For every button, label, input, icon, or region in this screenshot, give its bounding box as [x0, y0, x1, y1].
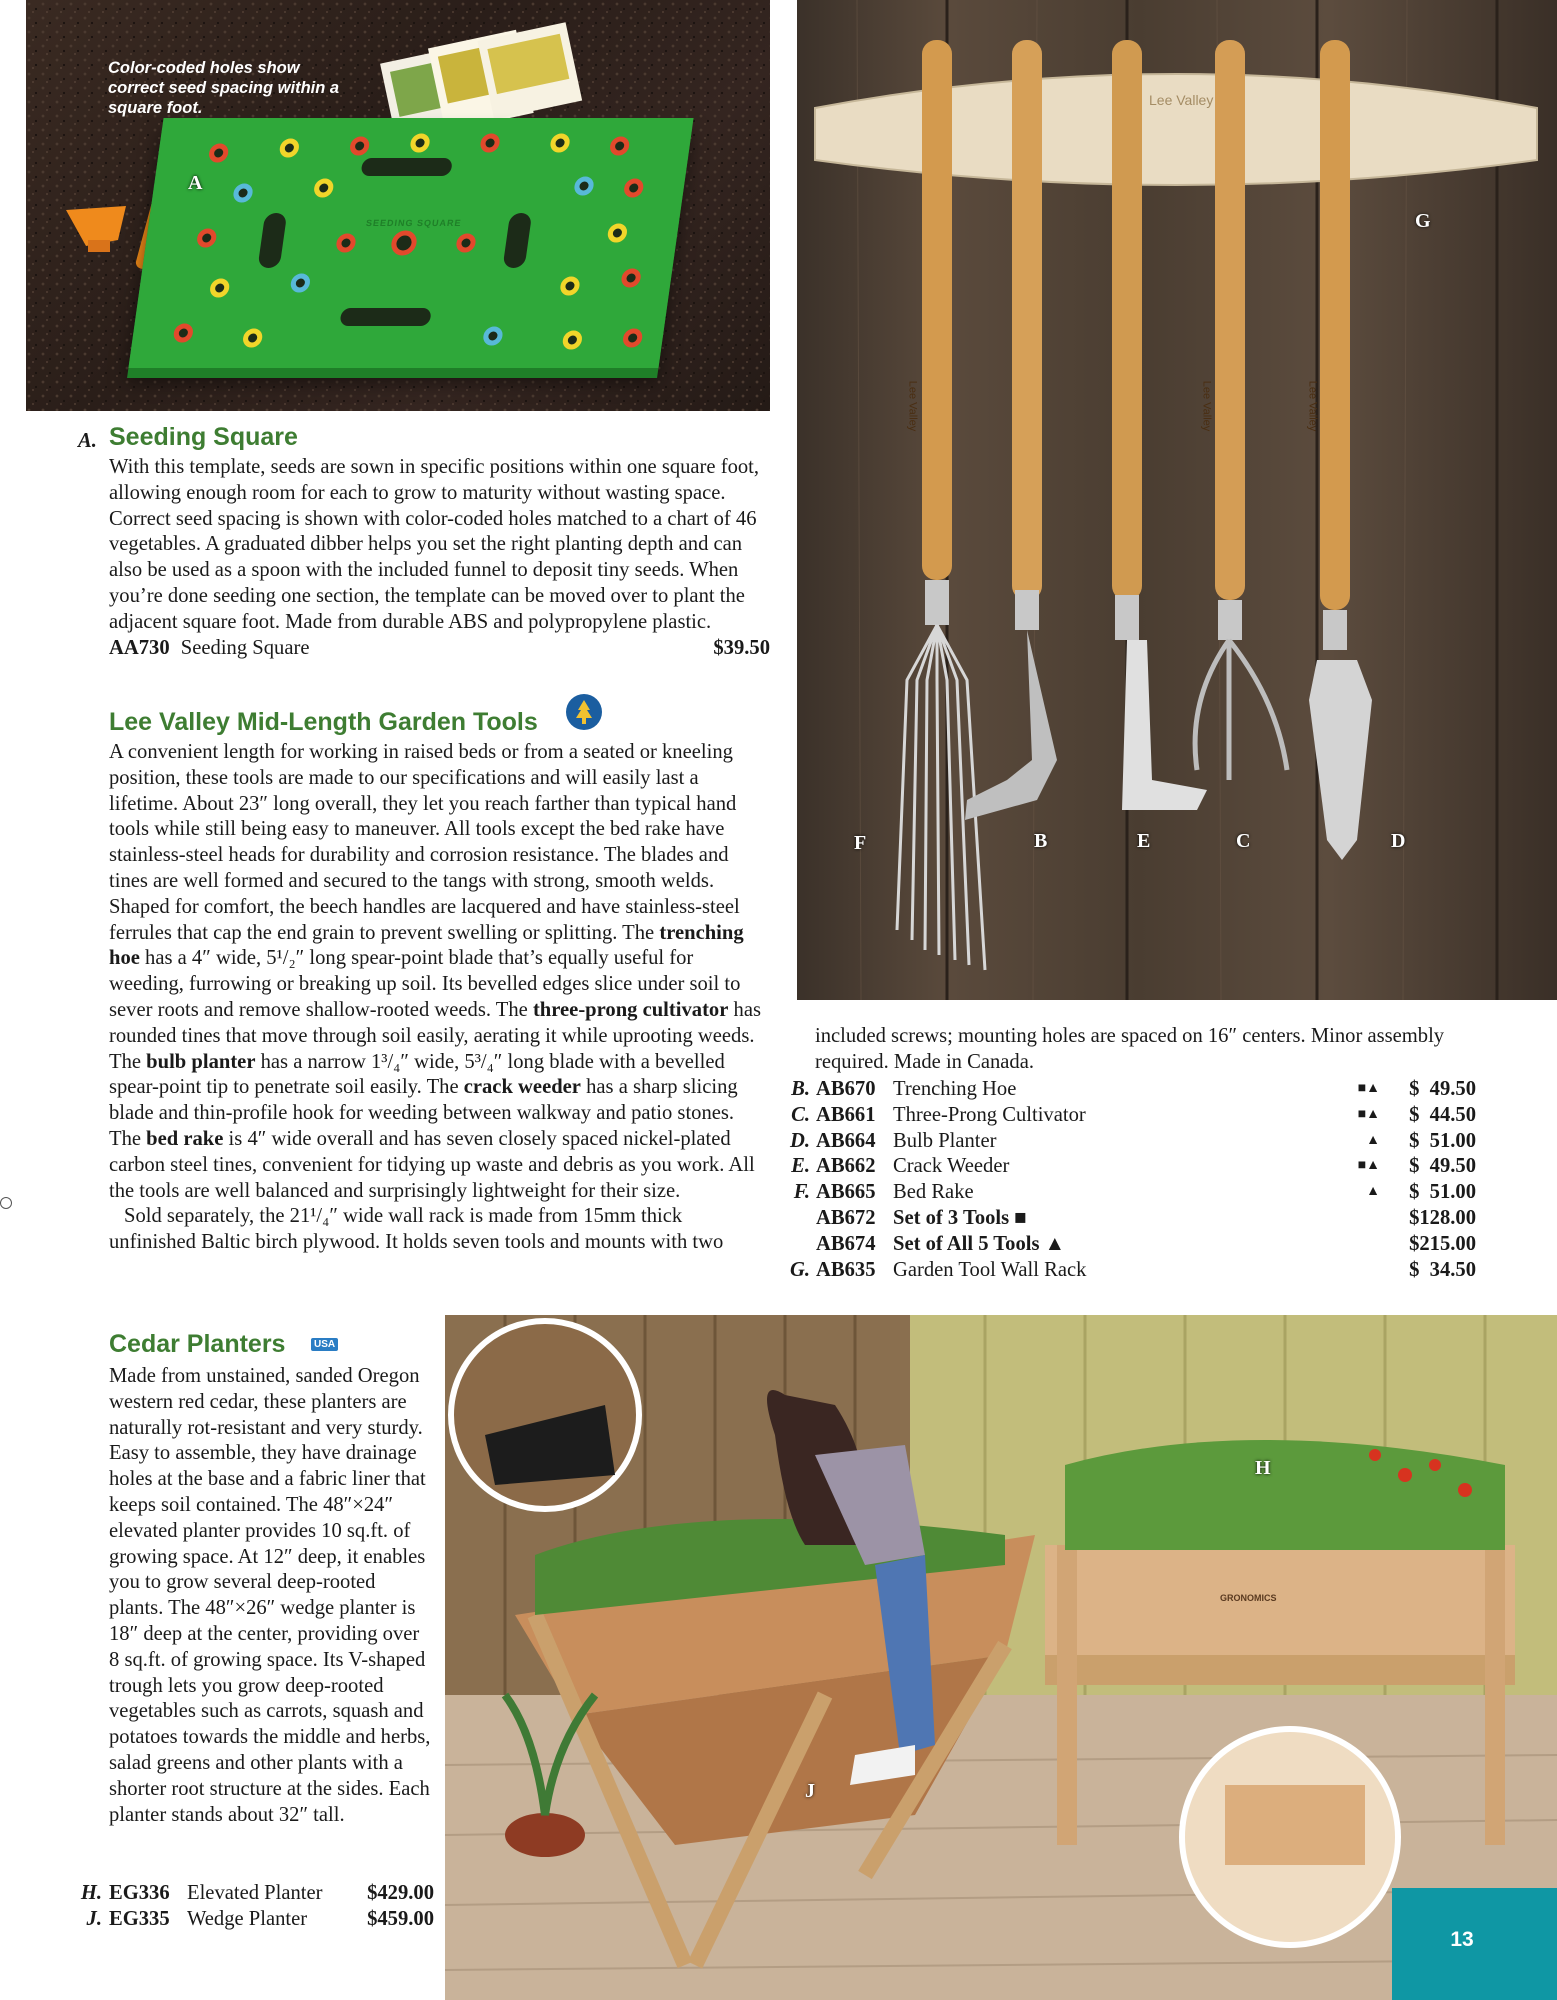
seeding-photo-caption: Color-coded holes show correct seed spacing within a square foot. — [108, 59, 340, 117]
tool-item-sku: AB664 — [816, 1129, 876, 1152]
tool-item-marks: ▲ — [1366, 1132, 1380, 1148]
tool-item-name: Trenching Hoe — [893, 1078, 1017, 1100]
tool-price-row — [780, 1102, 1480, 1128]
tool-item-letter: G. — [789, 1258, 810, 1281]
tool-item-name: Garden Tool Wall Rack — [893, 1258, 1087, 1281]
cedar-item-price: $429.00 — [367, 1882, 434, 1904]
planter-brand-text: GRONOMICS — [1220, 1593, 1277, 1603]
tool-item-sku: AB670 — [816, 1078, 876, 1100]
planter-label-j: J — [805, 1780, 815, 1802]
canada-tree-icon — [566, 694, 602, 730]
tool-price-row — [780, 1257, 1480, 1283]
cedar-planters-photo — [445, 1315, 1557, 2000]
tool-item-letter: D. — [789, 1129, 810, 1152]
cedar-price-row — [78, 1880, 434, 1906]
tool-item-price: $ 51.00 — [1409, 1181, 1476, 1204]
tool-item-sku: AB635 — [816, 1258, 876, 1281]
tool-item-sku: AB665 — [816, 1181, 876, 1204]
cedar-item-sku: EG335 — [109, 1908, 170, 1930]
tool-item-name: Set of All 5 Tools ▲ — [893, 1232, 1066, 1255]
tools-label-d: D — [1391, 830, 1406, 852]
page-number-tab — [1392, 1888, 1557, 2000]
tool-item-price: $ 44.50 — [1409, 1103, 1476, 1126]
tool-item-name: Crack Weeder — [893, 1155, 1010, 1178]
tool-item-marks: ▲ — [1366, 1184, 1380, 1200]
seeding-square-sku: AA730 — [109, 636, 170, 659]
cedar-planters-section — [109, 1330, 429, 1828]
tools-label-e: E — [1137, 830, 1151, 852]
tool-item-marks: ■▲ — [1357, 1158, 1380, 1174]
tools-label-f: F — [854, 832, 867, 854]
tool-item-marks: ■▲ — [1357, 1081, 1380, 1096]
tool-item-letter: E. — [791, 1155, 810, 1178]
seeding-square-letter: A. — [78, 430, 97, 452]
seeding-square-description: With this template, seeds are sown in specific positions within one square foot, allowing enough room for each to grow to maturity without wasting space. Correct seed spacing is shown with color-coded holes matched to a chart of 46 vegetables. A graduated dibber helps you set the right planting depth and can also be used as a spoon with the included funnel to deposit tiny seeds. When you’re done seeding one section, the template can be moved over to plant the adjacent square foot. Made from durable ABS and polypropylene plastic. — [109, 456, 760, 633]
seeding-square-section — [78, 423, 770, 662]
tool-item-price: $ 49.50 — [1409, 1155, 1476, 1178]
seeding-photo-label: A — [188, 172, 203, 194]
cedar-planters-title: Cedar Planters — [109, 1330, 286, 1358]
tool-item-name: Set of 3 Tools ■ — [893, 1207, 1027, 1229]
seeding-square-order-line — [109, 636, 770, 662]
tool-item-price: $215.00 — [1409, 1232, 1476, 1255]
planter-label-h: H — [1255, 1457, 1271, 1479]
garden-tools-description: A convenient length for working in raised beds or from a seated or kneeling position, these tools are made to our specifications and will easily last a lifetime. About 23″ long overall, they let you reach farther than typical hand tools while still being easy to maneuver. All tools except the bed rake have stainless-steel heads for durability and corrosion resistance. The blades and tines are well formed and secured to the tangs with strong, smooth welds. Shaped for comfort, the beech handles are lacquered and have stainless-steel ferrules that cap the end grain to prevent swelling or splitting. The trenching hoe has a 4″ wide, 5¹/₂″ long spear-point blade that’s equally useful for weeding, furrowing or breaking up soil. Its bevelled edges slice under soil to sever roots and remove shallow-rooted weeds. The three-prong cultivator has rounded tines that move through soil easily, aerating it while uprooting weeds. The bulb planter has a narrow 1³/₄″ wide, 5³/₄″ long blade with a bevelled spear-point tip to penetrate soil easily. The crack weeder has a sharp slicing blade and thin-profile hook for weeding between walkway and patio stones. The bed rake is 4″ wide overall and has seven closely spaced nickel-plated carbon steel tines, convenient for tidying up waste and debris as you work. All the tools are well balanced and surprisingly lightweight for their size. — [109, 741, 761, 1202]
tool-item-sku: AB674 — [816, 1232, 876, 1255]
tool-item-price: $ 51.00 — [1409, 1129, 1476, 1152]
tools-label-c: C — [1236, 830, 1251, 852]
tool-item-sku: AB672 — [816, 1207, 876, 1229]
tool-item-sku: AB661 — [816, 1103, 876, 1126]
tool-price-row — [780, 1205, 1480, 1231]
garden-tools-rack-paragraph: Sold separately, the 21¹/₄″ wide wall rack is made from 15mm thick unfinished Baltic birch plywood. It holds seven tools and mounts with two — [109, 1205, 724, 1254]
tool-item-price: $ 49.50 — [1409, 1078, 1476, 1100]
cedar-item-letter: H. — [80, 1882, 102, 1904]
cedar-planters-description: Made from unstained, sanded Oregon western red cedar, these planters are naturally rot-resistant and very sturdy. Easy to assemble, they have drainage holes at the base and a fabric liner that keeps soil contained. The 48″×24″ elevated planter provides 10 sq.ft. of growing space. At 12″ deep, it enables you to grow several deep-rooted plants. The 48″×26″ wedge planter is 18″ deep at the center, providing over 8 sq.ft. of growing space. Its V-shaped trough lets you grow deep-rooted vegetables such as carrots, squash and potatoes towards the middle and herbs, salad greens and other plants with a shorter root structure at the sides. Each planter stands about 32″ tall. — [109, 1365, 431, 1826]
seeding-square-price: $39.50 — [713, 636, 770, 659]
cedar-item-sku: EG336 — [109, 1882, 170, 1904]
tool-item-name: Bed Rake — [893, 1181, 974, 1204]
tool-item-price: $128.00 — [1409, 1207, 1476, 1229]
cedar-item-name: Wedge Planter — [187, 1908, 308, 1930]
cedar-item-price: $459.00 — [367, 1908, 434, 1930]
tool-price-row — [780, 1231, 1480, 1257]
tool-item-letter: B. — [791, 1078, 810, 1100]
cedar-item-name: Elevated Planter — [187, 1882, 323, 1904]
tool-price-row — [780, 1076, 1480, 1102]
seeding-square-name: Seeding Square — [180, 636, 310, 659]
handle-brand-2: Lee Valley — [1200, 380, 1213, 432]
handle-brand-1: Lee Valley — [906, 380, 919, 432]
usa-badge: USA — [311, 1338, 338, 1351]
tool-item-name: Three-Prong Cultivator — [893, 1103, 1086, 1126]
tools-label-g: G — [1415, 210, 1431, 232]
tool-item-name: Bulb Planter — [893, 1129, 997, 1152]
tool-price-row — [780, 1179, 1480, 1205]
tools-label-b: B — [1034, 830, 1048, 852]
tool-item-letter: C. — [791, 1103, 810, 1126]
tools-price-list — [780, 1076, 1480, 1286]
tool-item-marks: ■▲ — [1357, 1106, 1380, 1122]
seeding-square-title: Seeding Square — [109, 423, 298, 451]
garden-tools-title: Lee Valley Mid-Length Garden Tools — [109, 708, 538, 736]
page-number: 13 — [1450, 1928, 1474, 1951]
tool-item-letter: F. — [793, 1181, 810, 1204]
cedar-price-list — [78, 1880, 434, 1936]
cedar-item-letter: J. — [86, 1908, 102, 1930]
seeding-board-logo-text: SEEDING SQUARE — [365, 218, 463, 228]
tool-item-sku: AB662 — [816, 1155, 876, 1178]
tool-price-row — [780, 1153, 1480, 1179]
garden-tools-photo — [797, 0, 1557, 1000]
margin-marker — [0, 1197, 12, 1209]
rack-logo-text: Lee Valley — [1149, 92, 1214, 108]
garden-tools-rack-continued: included screws; mounting holes are spaced on 16″ centers. Minor assembly required. Made in Canada. — [815, 1025, 1445, 1073]
garden-tools-section — [109, 694, 770, 1256]
tool-item-price: $ 34.50 — [1409, 1258, 1476, 1281]
seeding-square-photo — [26, 0, 770, 411]
handle-brand-3: Lee Valley — [1306, 380, 1319, 432]
tool-price-row — [780, 1128, 1480, 1154]
seeding-square-board — [128, 118, 693, 368]
cedar-price-row — [78, 1906, 434, 1932]
